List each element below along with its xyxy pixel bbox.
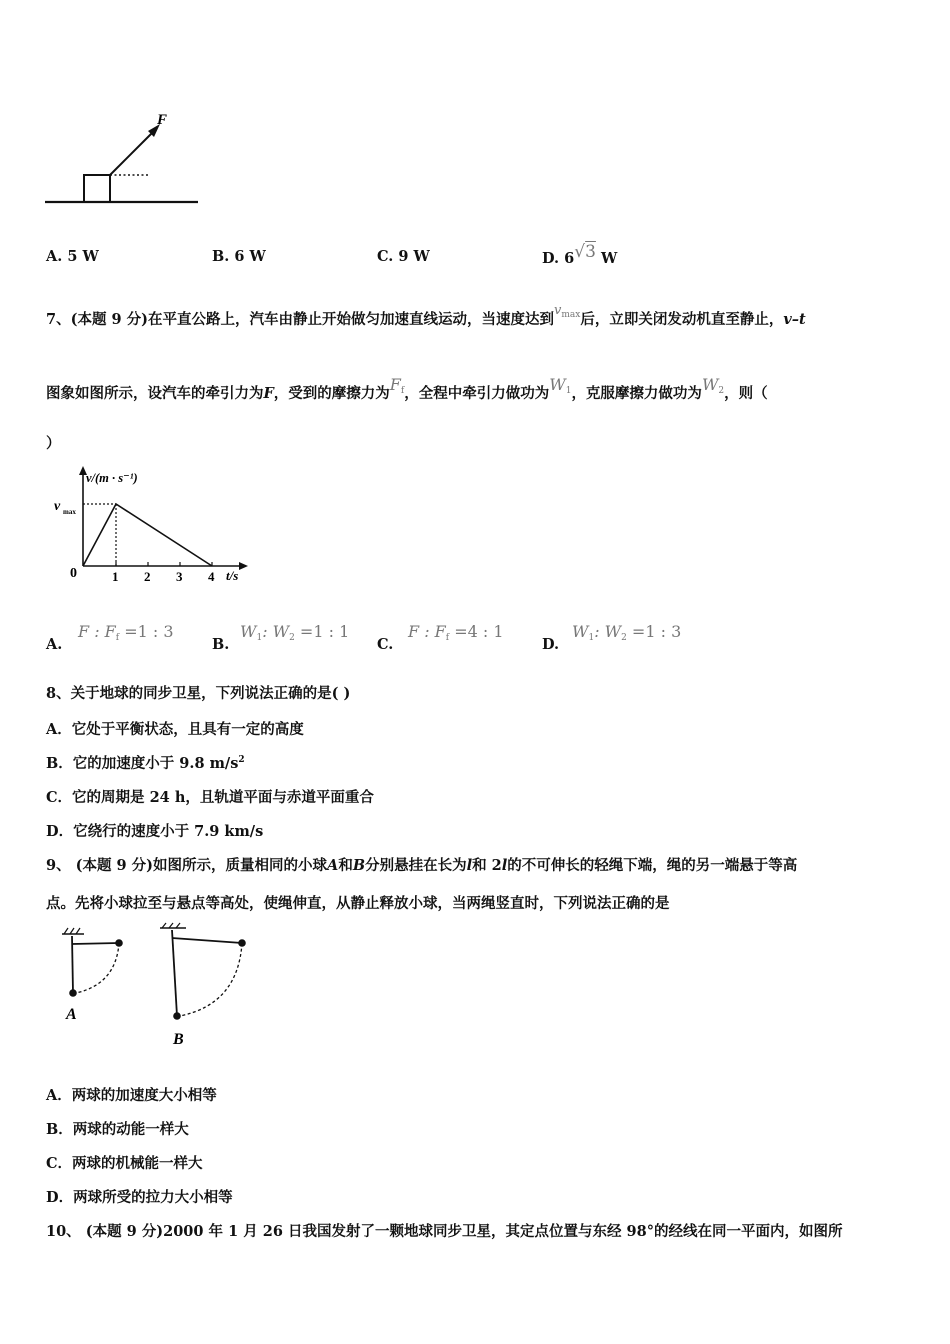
vmax-symbol: $v_{max}$: [554, 303, 581, 320]
force-arrow-line: [110, 130, 155, 175]
q7-vt-graph: [46, 462, 261, 590]
tick-label-4: 4: [208, 569, 215, 584]
tick-label-1: 1: [112, 569, 119, 584]
q7-stem-line2: 图象如图所示，设汽车的牵引力为F，受到的摩擦力为$F_f$，全程中牵引力做功为$W_1$，克服摩擦力做功为$W_2$，则（: [46, 375, 768, 402]
x-axis-arrow: [239, 562, 248, 570]
hatch-a1: [64, 928, 68, 934]
q7-option-c-expr: F : $F_f =4$ : 1: [408, 622, 504, 643]
sqrt-icon: √3: [574, 242, 596, 262]
tick-label-3: 3: [176, 569, 183, 584]
q7-option-a-letter[interactable]: A.: [46, 636, 63, 653]
label-a: A: [66, 1006, 77, 1023]
graph-origin: 0: [70, 566, 77, 581]
rope-b-vertical: [172, 930, 177, 1016]
q6-force-figure: [40, 108, 210, 210]
q9-stem-line1: 9、 (本题 9 分)如图所示，质量相同的小球A和B分别悬挂在长为l和 2l的不可伸长的轻绳下端，绳的另一端悬于等高: [46, 857, 798, 874]
q8-option-b[interactable]: B．它的加速度小于 9.8 $m/s^2$: [46, 755, 245, 772]
q6-option-a[interactable]: A. 5 W: [46, 248, 99, 265]
q7-option-d-letter[interactable]: D.: [542, 636, 560, 653]
graph-ylabel: v/(m · s⁻¹): [86, 471, 138, 485]
q6-option-c[interactable]: C. 9 W: [377, 248, 430, 265]
graph-vmax-sub: max: [63, 508, 76, 516]
q9-option-b[interactable]: B．两球的动能一样大: [46, 1121, 189, 1138]
ball-a-bottom: [69, 989, 77, 997]
q7-option-c-letter[interactable]: C.: [377, 636, 394, 653]
w2-symbol: $W_2$: [701, 375, 725, 396]
graph-xlabel: t/s: [226, 568, 239, 583]
tick-label-2: 2: [144, 569, 151, 584]
q7-option-a-expr: F : $F_f =1$ : 3: [78, 622, 174, 643]
q9-stem-line2: 点。先将小球拉至与悬点等高处，使绳伸直，从静止释放小球，当两绳竖直时，下列说法正确的是: [46, 895, 670, 912]
q7-options: [46, 622, 906, 654]
hatch-a3: [76, 928, 80, 934]
q7-option-b-expr: $W_1$: $W_2 =1$ : 1: [240, 622, 350, 643]
block: [84, 175, 110, 202]
w1-symbol: $W_1$: [549, 375, 572, 396]
q9-pendulum-figure: [48, 922, 268, 1052]
q8-stem: 8、关于地球的同步卫星，下列说法正确的是( ): [46, 685, 351, 702]
arc-a: [76, 943, 119, 993]
q8-option-c[interactable]: C．它的周期是 24 h，且轨道平面与赤道平面重合: [46, 789, 374, 806]
force-label: F: [157, 112, 168, 128]
q9-option-a[interactable]: A．两球的加速度大小相等: [46, 1087, 217, 1104]
label-b: B: [173, 1031, 184, 1048]
q10-stem-line1: 10、 (本题 9 分)2000 年 1 月 26 日我国发射了一颗地球同步卫星，其定点位置与东经 98°的经线在同一平面内，如图所: [46, 1223, 843, 1240]
q7-option-b-letter[interactable]: B.: [212, 636, 230, 653]
rope-b-horizontal: [172, 938, 242, 943]
q7-option-d-expr: $W_1$: $W_2 =1$ : 3: [572, 622, 682, 643]
q7-stem-line3: ）: [46, 435, 61, 452]
q9-option-c[interactable]: C．两球的机械能一样大: [46, 1155, 203, 1172]
hatch-a2: [70, 928, 74, 934]
q6-option-d[interactable]: D. 6√3 W: [542, 242, 618, 267]
q6-options: [46, 242, 906, 278]
ff-symbol: $F_f$: [389, 375, 405, 396]
q9-option-d[interactable]: D．两球所受的拉力大小相等: [46, 1189, 233, 1206]
q6-option-b[interactable]: B. 6 W: [212, 248, 266, 265]
q8-option-d[interactable]: D．它绕行的速度小于 7.9 km/s: [46, 823, 264, 840]
rope-a-horizontal: [72, 943, 119, 944]
graph-vmax-label: v: [54, 499, 61, 514]
q8-option-a[interactable]: A．它处于平衡状态，且具有一定的高度: [46, 721, 304, 738]
q7-stem-line1: 7、(本题 9 分)在平直公路上，汽车由静止开始做匀加速直线运动，当速度达到$v_{max}$后，立即关闭发动机直至静止，v–t: [46, 303, 806, 328]
ball-b-bottom: [173, 1012, 181, 1020]
arc-b: [180, 943, 242, 1016]
vt-curve: [83, 504, 212, 566]
